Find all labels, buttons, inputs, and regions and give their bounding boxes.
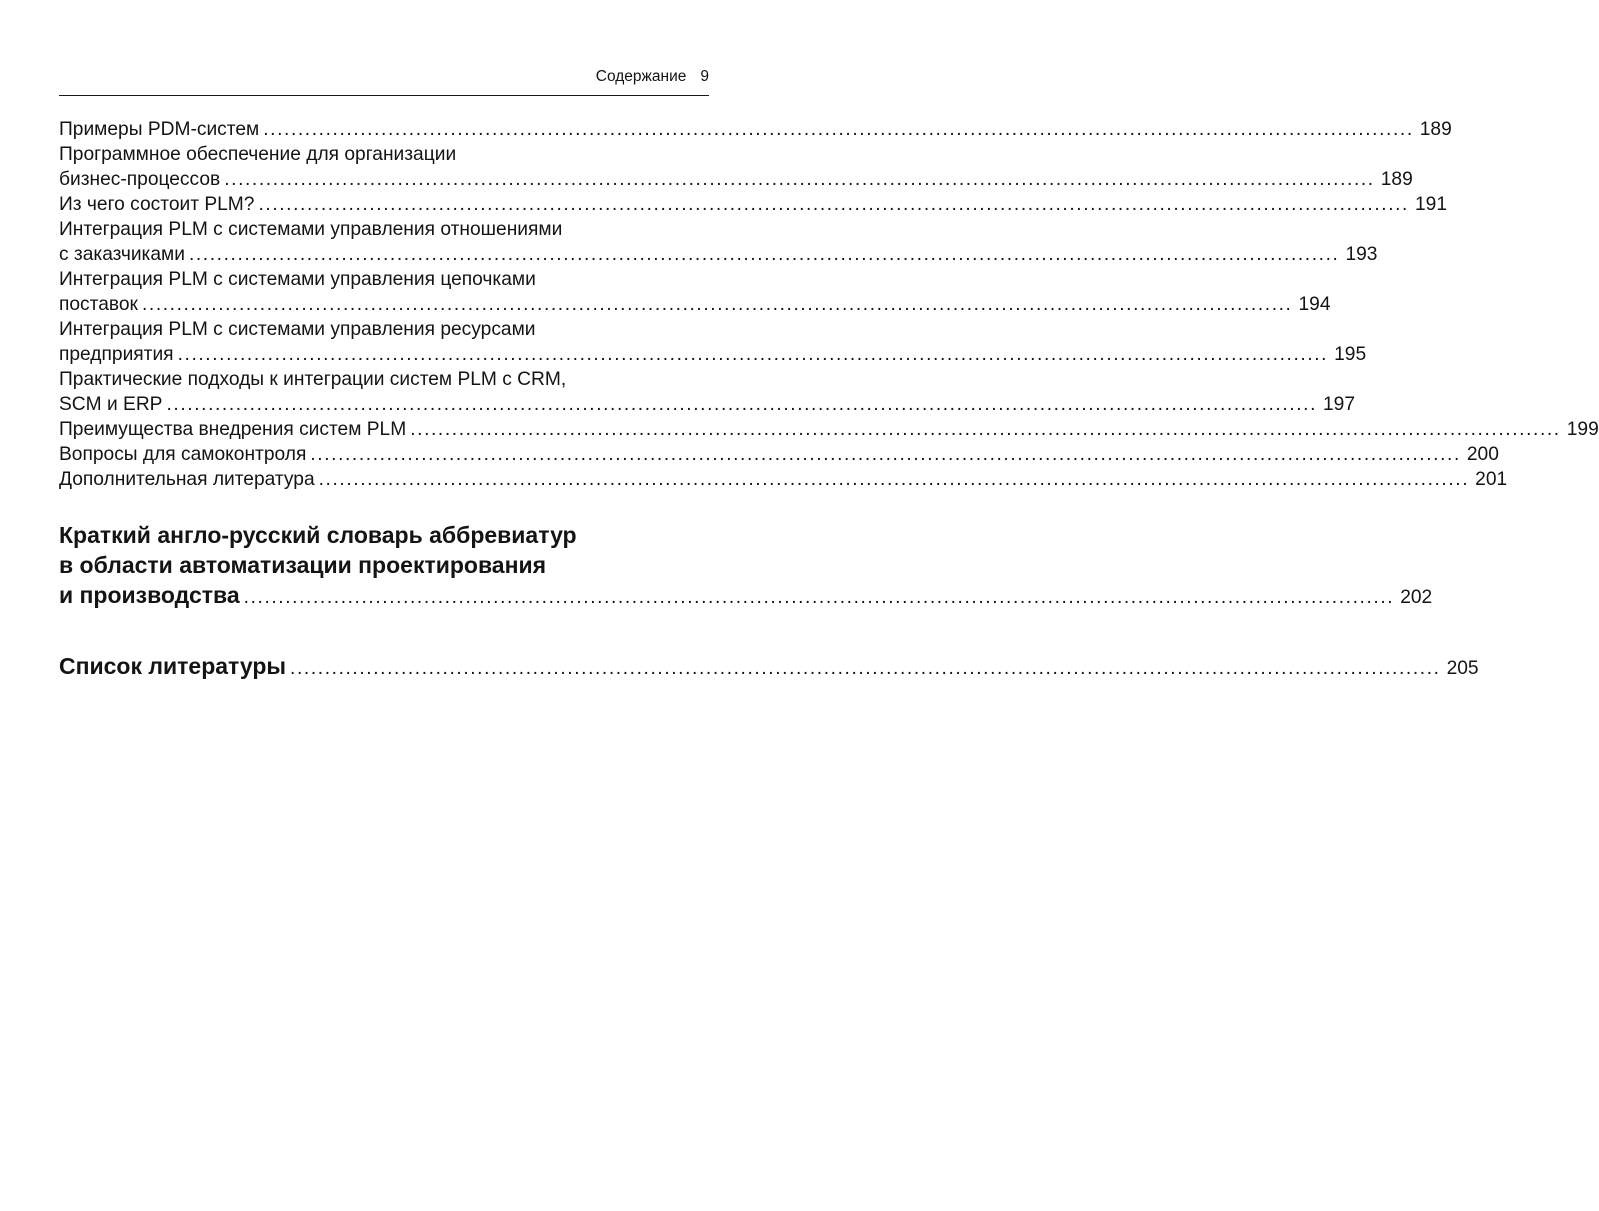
toc-entry[interactable] xyxy=(59,417,1599,442)
toc-entry-title: Вопросы для самоконтроля xyxy=(59,444,307,465)
toc-entry-title: бизнес-процессов xyxy=(59,169,221,190)
toc-entry-page: 189 xyxy=(1380,169,1413,190)
toc-entry-title: Дополнительная литература xyxy=(59,469,315,490)
dot-leader: ...................................................................................................................................................................... xyxy=(141,294,1293,315)
toc-entry-page: 191 xyxy=(1414,194,1447,215)
dot-leader: ...................................................................................................................................................................... xyxy=(310,444,1461,465)
toc-section-bibliography[interactable] xyxy=(59,651,1479,684)
toc-entry[interactable] xyxy=(59,442,1499,467)
running-header-title: Содержание xyxy=(595,68,687,85)
toc-entry-page: 199 xyxy=(1566,419,1599,440)
toc-entry-page: 193 xyxy=(1345,244,1378,265)
dot-leader: ...................................................................................................................................................................... xyxy=(166,394,1318,415)
dot-leader: ...................................................................................................................................................................... xyxy=(224,169,1375,190)
dot-leader: ...................................................................................................................................................................... xyxy=(188,244,1340,265)
toc-entry[interactable] xyxy=(59,142,1413,192)
toc-entry-page: 194 xyxy=(1298,294,1331,315)
toc-entry-title-line: Интеграция PLM с системами управления ресурсами xyxy=(59,319,536,340)
toc-entry-title: Преимущества внедрения систем PLM xyxy=(59,419,407,440)
toc-section-title: и производства xyxy=(59,582,240,608)
toc-section-page: 202 xyxy=(1400,587,1433,608)
toc-entry-title: с заказчиками xyxy=(59,244,185,265)
toc-entry-title: Из чего состоит PLM? xyxy=(59,194,255,215)
toc-section-page: 205 xyxy=(1446,658,1479,679)
toc-entry-title-line: Интеграция PLM с системами управления цепочками xyxy=(59,269,536,290)
toc-entry-title: предприятия xyxy=(59,344,174,365)
toc-entry-page: 200 xyxy=(1466,444,1499,465)
dot-leader: ...................................................................................................................................................................... xyxy=(177,344,1329,365)
dot-leader: ...................................................................................................................................................................... xyxy=(258,194,1409,215)
toc-section-title-line: в области автоматизации проектирования xyxy=(59,552,547,578)
toc-entry[interactable] xyxy=(59,192,1447,217)
toc-entry[interactable] xyxy=(59,317,1367,367)
toc-entry-page: 197 xyxy=(1323,394,1356,415)
toc-section-title-line: Краткий англо-русский словарь аббревиатур xyxy=(59,522,577,548)
toc-entry-title: поставок xyxy=(59,294,138,315)
toc-entry[interactable] xyxy=(59,267,1331,317)
toc-entry-page: 189 xyxy=(1419,119,1452,140)
toc-entry[interactable] xyxy=(59,117,1452,142)
toc-entry-page: 201 xyxy=(1475,469,1508,490)
dot-leader: ...................................................................................................................................................................... xyxy=(263,119,1414,140)
running-header-page-number: 9 xyxy=(700,68,709,85)
dot-leader: ...................................................................................................................................................................... xyxy=(290,658,1441,679)
toc-entry-title-line: Практические подходы к интеграции систем PLM с CRM, xyxy=(59,369,567,390)
toc-entry[interactable] xyxy=(59,467,1508,492)
toc-entry[interactable] xyxy=(59,217,1378,267)
toc-entry-page: 195 xyxy=(1334,344,1367,365)
toc-section-abbreviations[interactable] xyxy=(59,520,1433,613)
running-header xyxy=(59,68,709,96)
toc-entry-title: SCM и ERP xyxy=(59,394,163,415)
toc-entry-title-line: Программное обеспечение для организации xyxy=(59,144,457,165)
toc-entry-title-line: Интеграция PLM с системами управления отношениями xyxy=(59,219,563,240)
table-of-contents xyxy=(59,117,1599,684)
dot-leader: ...................................................................................................................................................................... xyxy=(243,587,1395,608)
toc-entry-title: Примеры PDM-систем xyxy=(59,119,260,140)
toc-section-title: Список литературы xyxy=(59,653,287,679)
dot-leader: ...................................................................................................................................................................... xyxy=(410,419,1561,440)
dot-leader: ...................................................................................................................................................................... xyxy=(318,469,1470,490)
toc-entry[interactable] xyxy=(59,367,1356,417)
